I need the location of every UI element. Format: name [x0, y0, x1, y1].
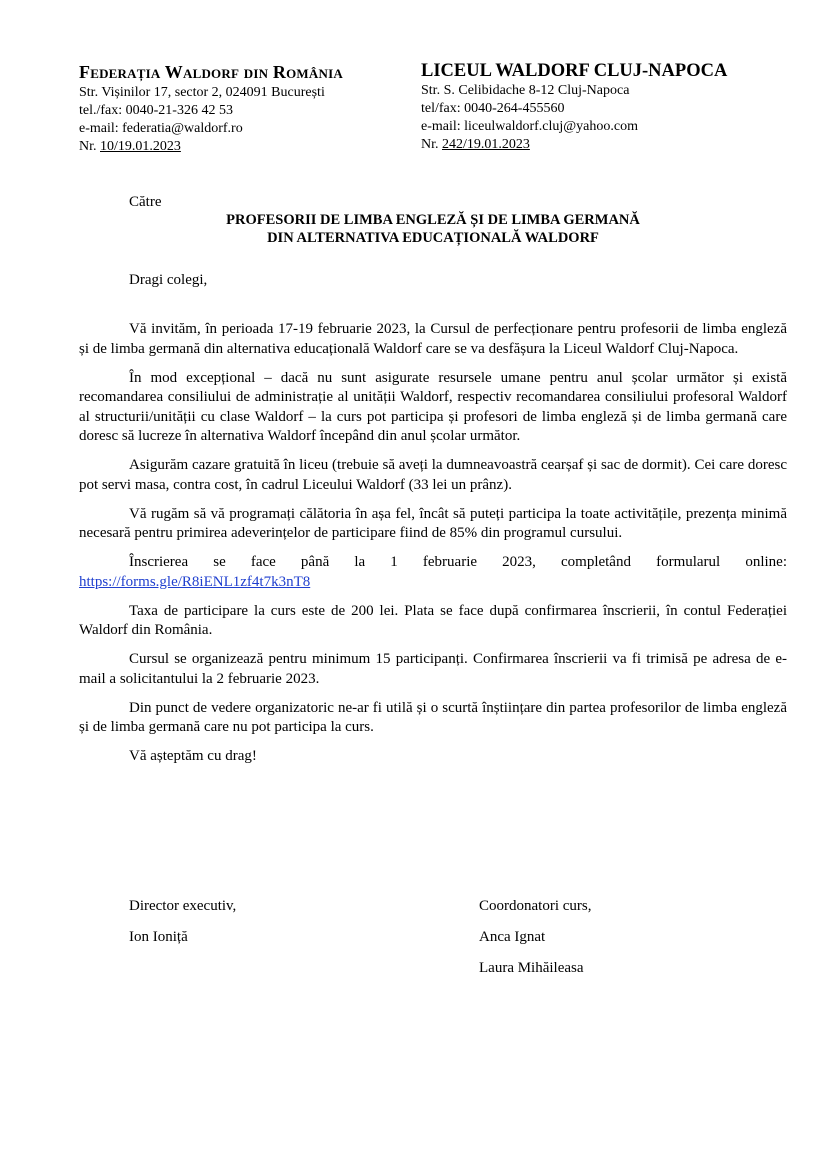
school-number-line: [421, 136, 781, 154]
federation-number: 10/19.01.2023: [100, 139, 181, 154]
school-title: LICEUL WALDORF CLUJ-NAPOCA: [421, 61, 728, 81]
paragraph-notice-request: Din punct de vedere organizatoric ne-ar fi utilă și o scurtă înștiințare din partea profesorilor de limba engleză și de limba germană care nu pot participa la curs.: [79, 699, 787, 735]
to-label: Către: [129, 194, 162, 210]
signature-right-name-1: Anca Ignat: [479, 929, 546, 945]
federation-number-prefix: Nr.: [79, 139, 100, 154]
header-school: [421, 60, 781, 154]
signature-left-name: Ion Ioniță: [129, 929, 188, 945]
federation-phone: tel./fax: 0040-21-326 42 53: [79, 103, 233, 118]
paragraph-closing: Vă așteptăm cu drag!: [129, 748, 257, 764]
paragraph-registration-link: [79, 573, 787, 593]
signature-right-role: Coordonatori curs,: [479, 898, 592, 914]
school-phone: tel/fax: 0040-264-455560: [421, 101, 565, 116]
paragraph-minimum-participants: Cursul se organizează pentru minimum 15 participanți. Confirmarea înscrierii va fi trimisă pe adresa de e-mail a solicitantului la 2 februarie 2023.: [79, 651, 787, 687]
signature-right-name-2: Laura Mihăileasa: [479, 960, 584, 976]
recipients-line-1: PROFESORII DE LIMBA ENGLEZĂ ȘI DE LIMBA GERMANĂ: [226, 212, 640, 228]
school-number-prefix: Nr.: [421, 137, 442, 152]
letter-body: [79, 320, 787, 776]
paragraph-attendance: Vă rugăm să vă programați călătoria în așa fel, încât să puteți participa la toate activitățile, prezența minimă necesară pentru primirea adeverințelor de participare fiind de 85% din programul cursului.: [79, 505, 787, 541]
federation-email: e-mail: federatia@waldorf.ro: [79, 121, 243, 136]
federation-number-line: [79, 138, 409, 156]
federation-address: Str. Vișinilor 17, sector 2, 024091 București: [79, 85, 325, 100]
greeting: Dragi colegi,: [129, 272, 208, 288]
school-address: Str. S. Celibidache 8-12 Cluj-Napoca: [421, 83, 630, 98]
recipients: [79, 211, 787, 247]
header-federation: [79, 60, 409, 156]
signature-left-role: Director executiv,: [129, 898, 237, 914]
recipients-line-2: DIN ALTERNATIVA EDUCAȚIONALĂ WALDORF: [267, 230, 599, 246]
paragraph-registration: [79, 553, 787, 573]
paragraph-exception: În mod excepțional – dacă nu sunt asigurate resursele umane pentru anul școlar următor și există recomandarea consiliului de administrație al unității Waldorf, respectiv recomandarea consiliului profesoral Waldorf al structurii/unității cu clase Waldorf – la curs pot participa și profesori de limba engleză și de limba germană care doresc să lucreze în alternativa Waldorf începând din anul școlar următor.: [79, 369, 787, 444]
school-number: 242/19.01.2023: [442, 137, 530, 152]
paragraph-accommodation: Asigurăm cazare gratuită în liceu (trebuie să aveți la dumneavoastră cearșaf și sac de dormit). Cei care doresc pot servi masa, contra cost, în cadrul Liceului Waldorf (33 lei un prânz).: [79, 457, 787, 493]
federation-title: Federația Waldorf din România: [79, 62, 343, 82]
registration-text: Înscrierea se face până la 1 februarie 2023, completând formularul online:: [129, 554, 787, 570]
registration-form-link[interactable]: https://forms.gle/R8iENL1zf4t7k3nT8: [79, 573, 311, 590]
paragraph-fee: Taxa de participare la curs este de 200 lei. Plata se face după confirmarea înscrierii, în contul Federației Waldorf din România.: [79, 602, 787, 638]
school-email: e-mail: liceulwaldorf.cluj@yahoo.com: [421, 119, 638, 134]
paragraph-invitation: Vă invităm, în perioada 17-19 februarie 2023, la Cursul de perfecționare pentru profesorii de limba engleză și de limba germană din alternativa educațională Waldorf care se va desfășura la Liceul Waldorf Cluj-Napoca.: [79, 321, 787, 357]
